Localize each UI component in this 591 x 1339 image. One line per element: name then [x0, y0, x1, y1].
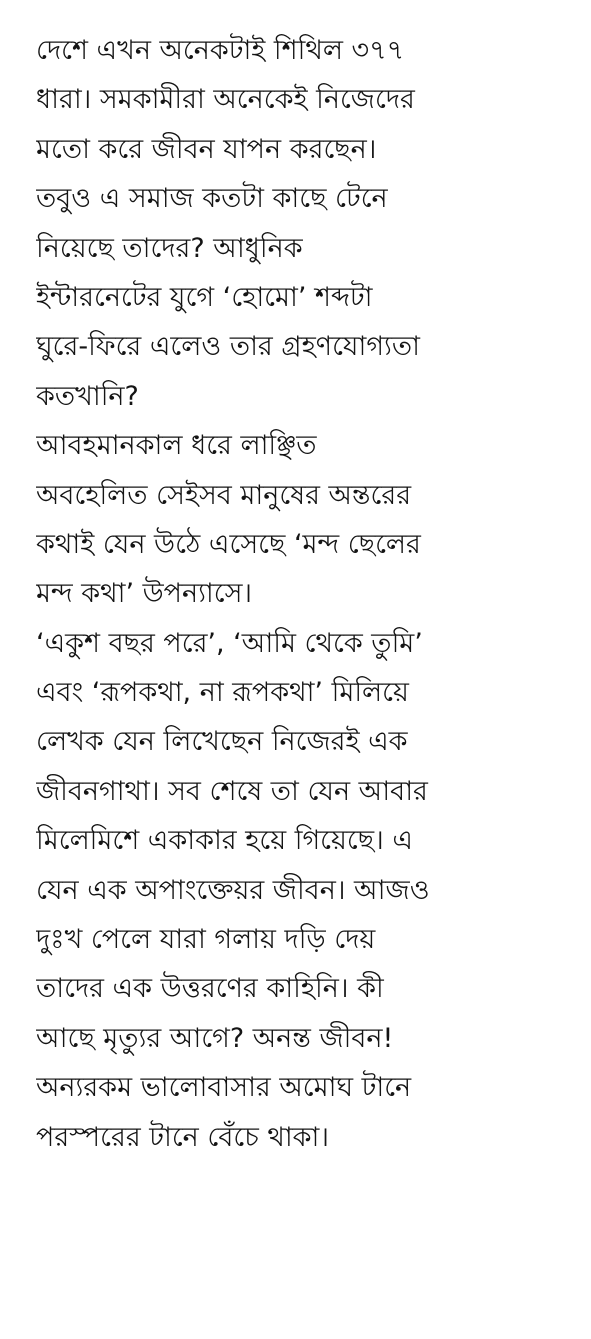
text-line: মতো করে জীবন যাপন করছেন।: [36, 133, 377, 165]
text-line: কতখানি?: [36, 380, 139, 412]
text-line: অবহেলিত সেইসব মানুষের অন্তরের: [36, 479, 412, 511]
text-line: মন্দ কথা’ উপন্যাসে।: [36, 578, 253, 610]
text-line: ঘুরে-ফিরে এলেও তার গ্রহণযোগ্যতা: [36, 331, 420, 363]
text-line: নিয়েছে তাদের? আধুনিক: [36, 232, 303, 264]
text-line: আছে মৃত্যুর আগে? অনন্ত জীবন!: [36, 1022, 394, 1054]
text-line: ইন্টারনেটের যুগে ‘হোমো’ শব্দটা: [36, 281, 373, 313]
body-text: [36, 26, 571, 1162]
text-line: পরস্পরের টানে বেঁচে থাকা।: [36, 1121, 330, 1153]
text-line: যেন এক অপাংক্তেয়র জীবন। আজও: [36, 874, 430, 906]
text-line: আবহমানকাল ধরে লাঞ্ছিত: [36, 430, 317, 462]
text-line: ‘একুশ বছর পরে’, ‘আমি থেকে তুমি’: [36, 627, 423, 659]
text-line: জীবনগাথা। সব শেষে তা যেন আবার: [36, 775, 428, 807]
text-line: লেখক যেন লিখেছেন নিজেরই এক: [36, 726, 408, 758]
text-line: অন্যরকম ভালোবাসার অমোঘ টানে: [36, 1072, 412, 1104]
text-line: মিলেমিশে একাকার হয়ে গিয়েছে। এ: [36, 825, 413, 857]
text-line: দেশে এখন অনেকটাই শিথিল ৩৭৭: [36, 35, 405, 66]
text-line: তাদের এক উত্তরণের কাহিনি। কী: [36, 973, 384, 1005]
text-line: ধারা। সমকামীরা অনেকেই নিজেদের: [36, 84, 415, 116]
text-line: কথাই যেন উঠে এসেছে ‘মন্দ ছেলের: [36, 528, 421, 560]
text-line: এবং ‘রূপকথা, না রূপকথা’ মিলিয়ে: [36, 677, 409, 709]
text-line: দুঃখ পেলে যারা গলায় দড়ি দেয়: [36, 924, 376, 956]
text-line: তবুও এ সমাজ কতটা কাছে টেনে: [36, 183, 388, 215]
